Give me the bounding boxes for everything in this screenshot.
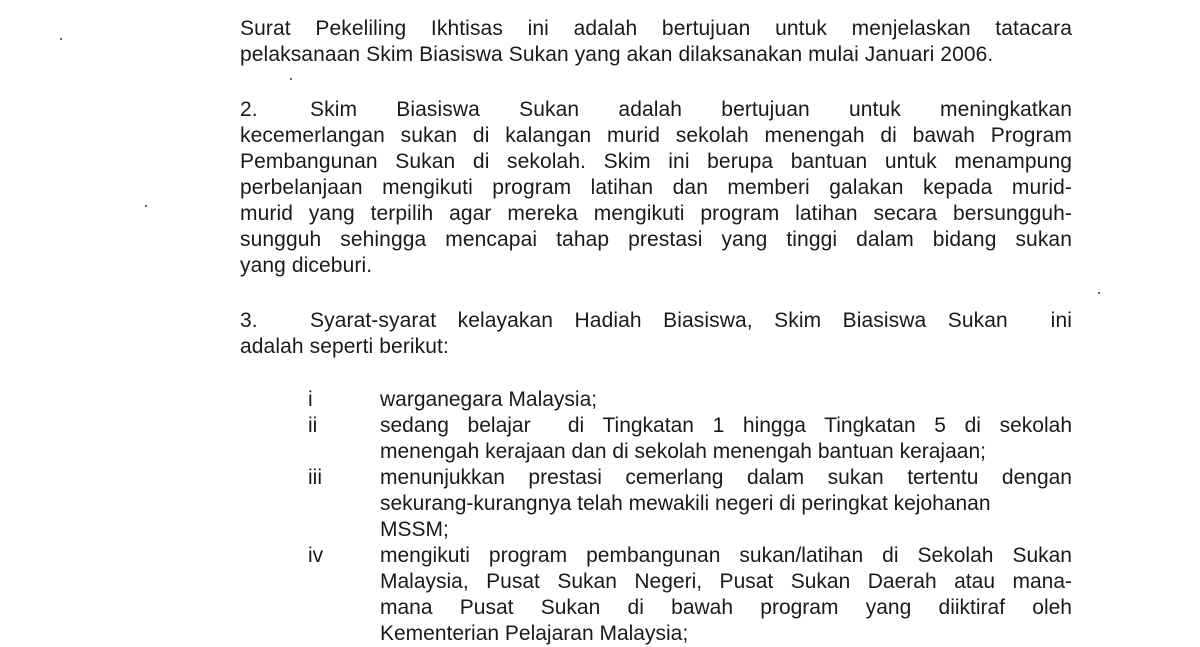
- list-item-line: Kementerian Pelajaran Malaysia;: [380, 622, 689, 645]
- list-item-line: Malaysia, Pusat Sukan Negeri, Pusat Sukan Daerah atau mana-: [380, 570, 1072, 593]
- scan-speck: [290, 78, 292, 80]
- paragraph-2-first-line: [240, 97, 1072, 123]
- paragraph-number: 2.: [240, 98, 258, 121]
- list-item-line: warganegara Malaysia;: [380, 388, 598, 411]
- paragraph-3: [240, 308, 1072, 360]
- list-item-line: sekurang-kurangnya telah mewakili negeri di peringkat kejohanan: [380, 492, 991, 515]
- paragraph-number: 3.: [240, 309, 258, 332]
- paragraph-line: kecemerlangan sukan di kalangan murid sekolah menengah di bawah Program: [240, 124, 1072, 147]
- intro-paragraph: [240, 16, 1072, 68]
- paragraph-2: [240, 97, 1072, 279]
- list-item-line: mana Pusat Sukan di bawah program yang diiktiraf oleh: [380, 596, 1072, 619]
- list-item-line: menengah kerajaan dan di sekolah menengah bantuan kerajaan;: [380, 440, 986, 463]
- paragraph-line: sungguh sehingga mencapai tahap prestasi yang tinggi dalam bidang sukan: [240, 228, 1072, 251]
- paragraph-line: Pembangunan Sukan di sekolah. Skim ini berupa bantuan untuk menampung: [240, 150, 1072, 173]
- paragraph-line: adalah seperti berikut:: [240, 335, 449, 358]
- paragraph-3-first-line: [240, 308, 1072, 334]
- list-item-numeral: iv: [308, 544, 324, 567]
- list-item-line: sedang belajar di Tingkatan 1 hingga Tingkatan 5 di sekolah: [380, 414, 1072, 437]
- scan-speck: [145, 205, 147, 207]
- list-item: [240, 413, 1072, 465]
- paragraph-line: Skim Biasiswa Sukan adalah bertujuan untuk meningkatkan: [310, 98, 1072, 121]
- intro-line: Surat Pekeliling Ikhtisas ini adalah bertujuan untuk menjelaskan tatacara: [240, 17, 1072, 40]
- scan-speck: [1098, 292, 1100, 294]
- list-item-numeral: i: [308, 388, 313, 411]
- list-item-line: menunjukkan prestasi cemerlang dalam sukan tertentu dengan: [380, 466, 1072, 489]
- paragraph-line: Syarat-syarat kelayakan Hadiah Biasiswa, Skim Biasiswa Sukan ini: [310, 309, 1072, 332]
- list-item-numeral: iii: [308, 466, 322, 489]
- paragraph-line: perbelanjaan mengikuti program latihan dan memberi galakan kepada murid-: [240, 176, 1072, 199]
- list-item: [240, 465, 1072, 543]
- list-item: [240, 387, 1072, 413]
- list-item-line: mengikuti program pembangunan sukan/latihan di Sekolah Sukan: [380, 544, 1072, 567]
- eligibility-list: [240, 387, 1072, 647]
- list-item-line: MSSM;: [380, 518, 449, 541]
- paragraph-line: murid yang terpilih agar mereka mengikuti program latihan secara bersungguh-: [240, 202, 1072, 225]
- paragraph-line: yang diceburi.: [240, 254, 373, 277]
- list-item-numeral: ii: [308, 414, 318, 437]
- scan-speck: [60, 38, 62, 40]
- intro-line: pelaksanaan Skim Biasiswa Sukan yang akan dilaksanakan mulai Januari 2006.: [240, 43, 994, 66]
- list-item: [240, 543, 1072, 647]
